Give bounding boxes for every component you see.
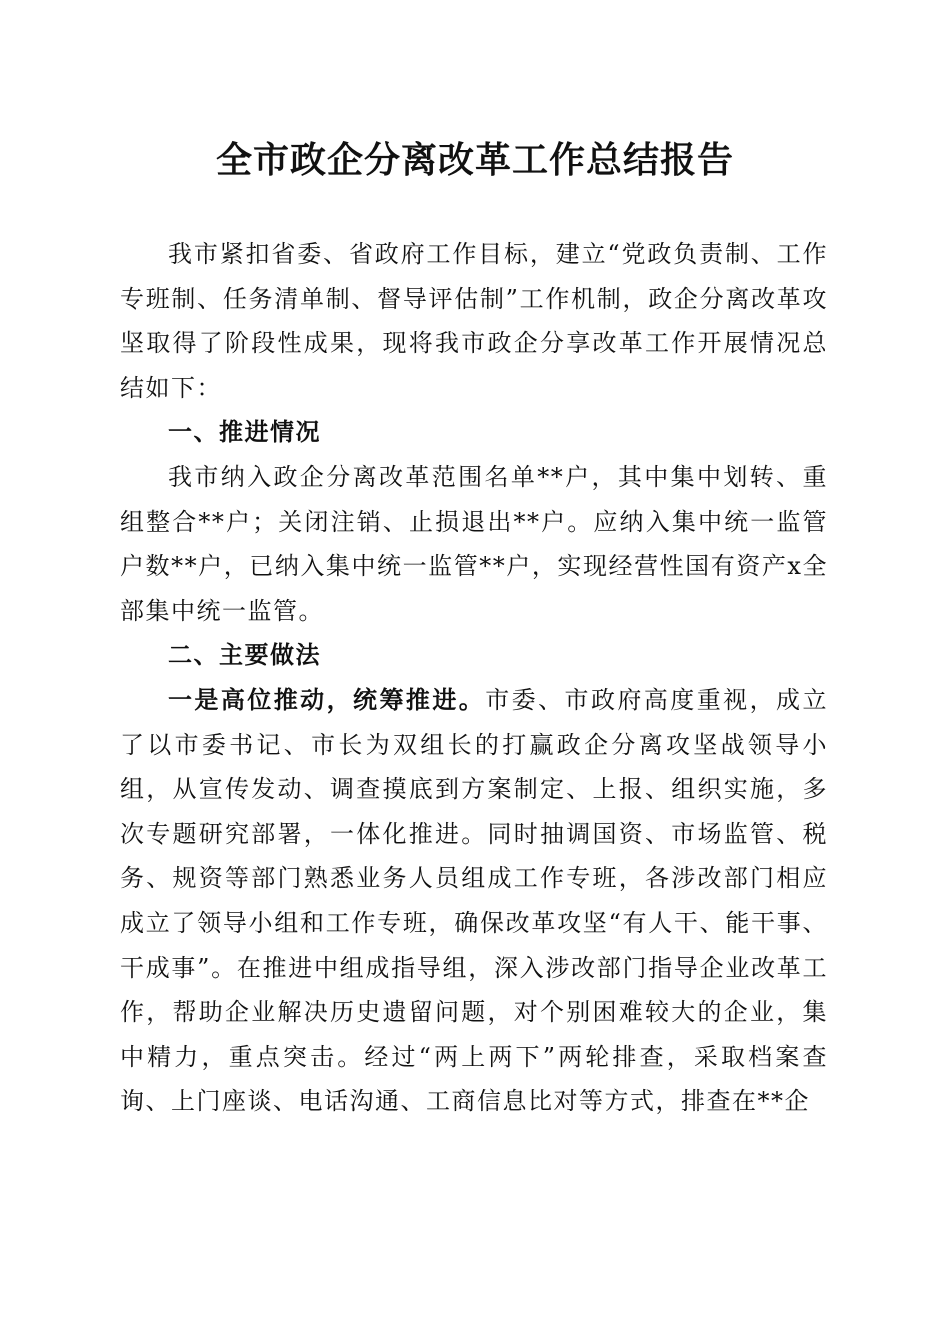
methods-paragraph-text: 市委、市政府高度重视，成立了以市委书记、市长为双组长的打赢政企分离攻坚战领导小组，从宣传发动、调查摸底到方案制定、上报、组织实施，多次专题研究部署，一体化推进。同时抽调国资、市场监管、税务、规资等部门熟悉业务人员组成工作专班，各涉改部门相应成立了领导小组和工作专班，确保改革攻坚“有人干、能干事、干成事”。在推进中组成指导组，深入涉改部门指导企业改革工作，帮助企业解决历史遗留问题，对个别困难较大的企业，集中精力，重点突击。经过“两上两下”两轮排查，采取档案查询、上门座谈、电话沟通、工商信息比对等方式，排查在**企: [120, 685, 828, 1116]
section-heading-progress: 一、推进情况: [168, 418, 321, 447]
document-title: 全市政企分离改革工作总结报告: [215, 139, 734, 181]
progress-paragraph: 我市纳入政企分离改革范围名单**户，其中集中划转、重组整合**户；关闭注销、止损退出**户。应纳入集中统一监管户数**户，已纳入集中统一监管**户，实现经营性国有资产x全部集中统一监管。: [120, 462, 828, 625]
methods-lead-sentence: 一是高位推动，统筹推进。: [168, 684, 486, 714]
methods-paragraph: [120, 678, 828, 1124]
section-heading-methods: 二、主要做法: [168, 641, 321, 670]
intro-paragraph: 我市紧扣省委、省政府工作目标，建立“党政负责制、工作专班制、任务清单制、督导评估制”工作机制，政企分离改革攻坚取得了阶段性成果，现将我市政企分享改革工作开展情况总结如下：: [120, 240, 828, 402]
document-body: [120, 232, 828, 1124]
